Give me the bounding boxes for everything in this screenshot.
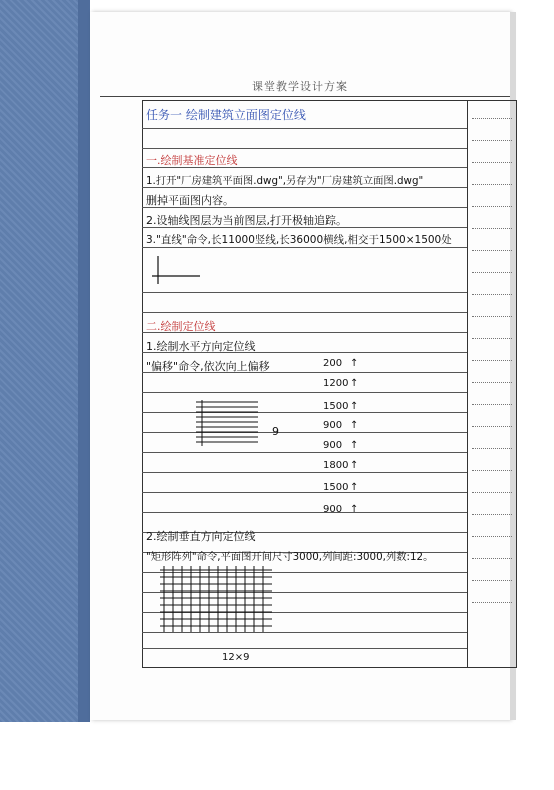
ruled-line [142,412,467,413]
dotted-line [472,602,512,604]
task-title: 任务一 绘制建筑立面图定位线 [146,108,306,122]
dotted-line [472,294,512,296]
dotted-line [472,184,512,186]
section1-line4: 3."直线"命令,长11000竖线,长36000横线,相交于1500×1500处 [146,234,452,246]
offset-value: 1500 [323,482,349,493]
offset-value: 1200 [323,378,349,389]
ruled-line [142,512,467,513]
section2-sub1-desc: "偏移"命令,依次向上偏移 [146,360,270,373]
ruled-line [142,292,467,293]
offset-value: 1800 [323,460,349,471]
up-arrow-icon: ↑ [350,482,359,493]
offset-value: 900 [323,440,343,451]
section2-heading: 二.绘制定位线 [146,320,216,333]
dotted-line [472,140,512,142]
up-arrow-icon: ↑ [350,440,359,451]
dotted-line [472,558,512,560]
dotted-line [472,206,512,208]
up-arrow-icon: ↑ [350,504,359,515]
dotted-line [472,580,512,582]
dotted-line [472,162,512,164]
ruled-line [142,187,467,188]
dotted-line [472,514,512,516]
header-rule [100,96,510,97]
dotted-line [472,404,512,406]
binder-spine [78,0,90,790]
grid-label: 12×9 [222,652,250,663]
horizontal-lines-sketch [196,398,266,448]
ruled-line [142,392,467,393]
section2-sub2: 2.绘制垂直方向定位线 [146,530,256,543]
dotted-line [472,448,512,450]
section1-line1: 1.打开"厂房建筑平面图.dwg",另存为"厂房建筑立面图.dwg" [146,175,424,187]
up-arrow-icon: ↑ [350,460,359,471]
dotted-line [472,360,512,362]
dotted-line [472,426,512,428]
section1-line2: 删掉平面图内容。 [146,194,234,207]
offset-value: 1500 [323,401,349,412]
dotted-line [472,536,512,538]
ruled-line [142,148,467,149]
dotted-line [472,470,512,472]
offset-value: 200 [323,358,343,369]
offset-value: 900 [323,420,343,431]
section1-heading: 一.绘制基准定位线 [146,154,238,167]
ruled-line [142,128,467,129]
baseline-sketch [150,254,210,286]
dotted-line [472,316,512,318]
section2-sub2-desc: "矩形阵列"命令,平面图开间尺寸3000,列间距:3000,列数:12。 [146,551,434,563]
up-arrow-icon: ↑ [350,358,359,369]
ruled-line [142,648,467,649]
dotted-line [472,118,512,120]
dotted-line [472,228,512,230]
line-count-label: 9 [272,425,279,438]
dotted-line [472,272,512,274]
dotted-line [472,338,512,340]
grid-sketch [156,566,276,638]
up-arrow-icon: ↑ [350,378,359,389]
table-column-divider [467,100,468,668]
background [0,722,554,790]
dotted-line [472,492,512,494]
offset-value: 900 [323,504,343,515]
dotted-line [472,382,512,384]
section1-line3: 2.设轴线图层为当前图层,打开极轴追踪。 [146,214,347,227]
ruled-line [142,247,467,248]
page-header: 课堂教学设计方案 [252,80,348,93]
binder-cover [0,0,90,790]
up-arrow-icon: ↑ [350,401,359,412]
ruled-line [142,472,467,473]
ruled-line [142,312,467,313]
ruled-line [142,492,467,493]
ruled-line [142,432,467,433]
ruled-line [142,452,467,453]
up-arrow-icon: ↑ [350,420,359,431]
section2-sub1: 1.绘制水平方向定位线 [146,340,256,353]
dotted-line [472,250,512,252]
